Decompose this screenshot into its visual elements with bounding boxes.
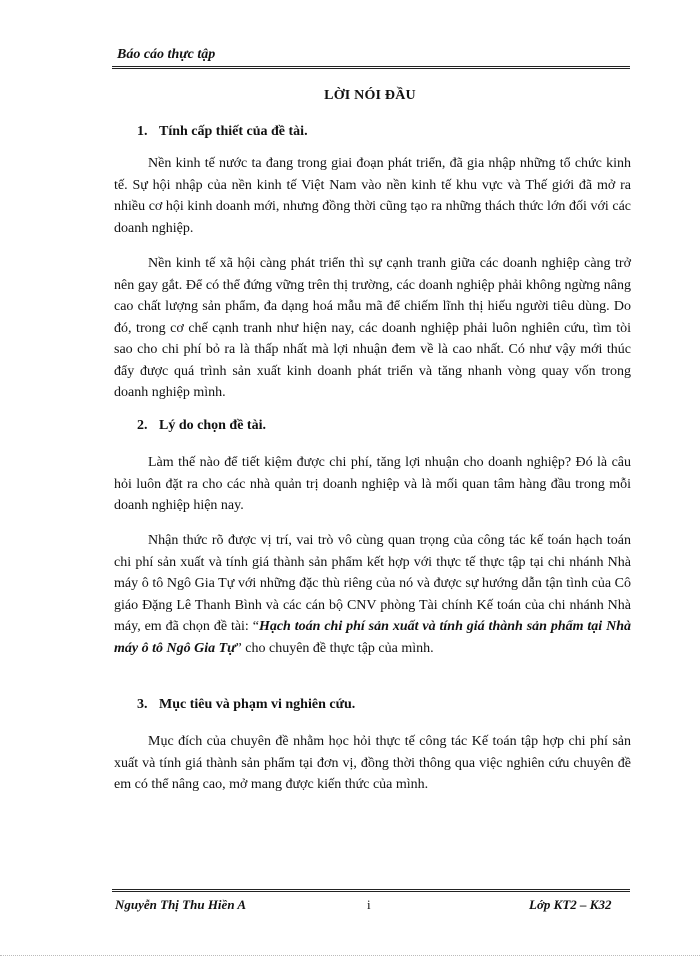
section-number: 3. <box>137 697 148 712</box>
paragraph-text-before: Nhận thức rõ được vị trí, vai trò vô cùng quan trọng của công tác kế toán hạch toán chi phí sản xuất và tính giá thành sản phẩm kết hợp với thực tế thực tập tại chi nhánh Nhà máy ô tô Ngô Gia Tự với những đặc thù riêng của nó và được sự hướng dẫn tận tình của Cô giáo Đặng Lê Thanh Bình và các cán bộ CNV phòng Tài chính Kế toán của chi nhánh Nhà máy, em đã chọn đề tài: “ <box>114 533 631 634</box>
page-number: i <box>367 897 371 912</box>
footer-divider <box>112 889 630 892</box>
paragraph: Nền kinh tế nước ta đang trong giai đoạn phát triển, đã gia nhập những tổ chức kinh tế. Sự hội nhập của nền kinh tế Việt Nam vào nền kinh tế khu vực và Thế giới đã mở ra nhiều cơ hội kinh doanh mới, nhưng đồng thời cũng tạo ra những thách thức lớn đối với các doanh nghiệp. <box>114 156 631 236</box>
paragraph-text-after: ” cho chuyên đề thực tập của mình. <box>235 640 434 656</box>
header-divider <box>112 66 630 69</box>
section-title: Tính cấp thiết của đề tài. <box>159 124 308 139</box>
paragraph: Làm thế nào để tiết kiệm được chi phí, tăng lợi nhuận cho doanh nghiệp? Đó là câu hỏi luôn đặt ra cho các nhà quản trị doanh nghiệp và là mối quan tâm hàng đầu trong mỗi doanh nghiệp hiện nay. <box>114 455 631 513</box>
thesis-topic: Hạch toán chi phí sản xuất và tính giá thành sản phẩm tại Nhà máy ô tô Ngô Gia Tự <box>114 619 631 656</box>
section-1-heading <box>137 124 308 140</box>
document-title: LỜI NÓI ĐẦU <box>324 88 416 103</box>
page-edge-divider <box>0 955 700 956</box>
paragraph-with-topic <box>114 530 631 659</box>
footer-author: Nguyễn Thị Thu Hiền A <box>115 897 246 912</box>
paragraph: Mục đích của chuyên đề nhằm học hỏi thực tế công tác Kế toán tập hợp chi phí sản xuất và tính giá thành sản phẩm tại đơn vị, đồng thời thông qua việc nghiên cứu chuyên đề em có thể nâng cao, mở mang được kiến thức của mình. <box>114 734 631 792</box>
section-title: Lý do chọn đề tài. <box>159 418 266 433</box>
section-2-heading <box>137 418 266 434</box>
footer-class: Lớp KT2 – K32 <box>529 897 612 912</box>
section-title: Mục tiêu và phạm vi nghiên cứu. <box>159 697 356 712</box>
paragraph: Nền kinh tế xã hội càng phát triển thì sự cạnh tranh giữa các doanh nghiệp càng trở nên gay gắt. Để có thể đứng vững trên thị trường, các doanh nghiệp phải không ngừng nâng cao chất lượng sản phẩm, đa dạng hoá mẫu mã để chiếm lĩnh thị hiếu người tiêu dùng. Do đó, trong cơ chế cạnh tranh như hiện nay, các doanh nghiệp phải luôn nghiên cứu, tìm tòi sao cho chi phí bỏ ra là thấp nhất mà lợi nhuận đem về là cao nhất. Có như vậy mới thúc đẩy được quá trình sản xuất kinh doanh phát triển và tăng nhanh vòng quay vốn trong doanh nghiệp mình. <box>114 256 631 400</box>
section-number: 2. <box>137 418 148 433</box>
report-header-title: Báo cáo thực tập <box>117 47 216 62</box>
section-number: 1. <box>137 124 148 139</box>
section-3-heading <box>137 697 355 713</box>
